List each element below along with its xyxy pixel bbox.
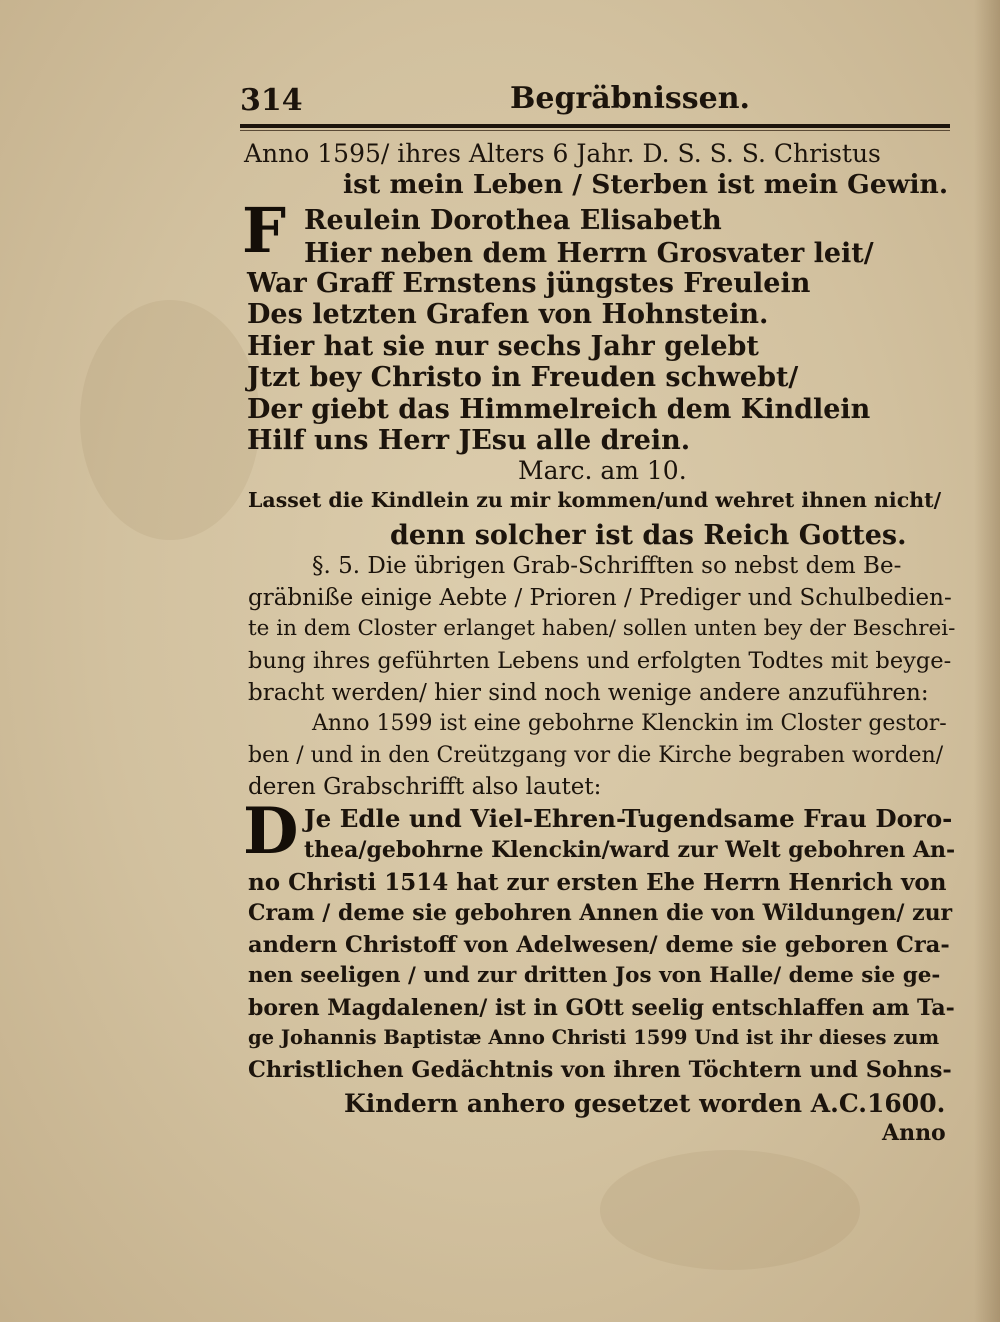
text-line: Jtzt bey Christo in Freuden schwebt/ [247,362,799,393]
paper-stain [600,1150,860,1270]
text-line: bracht werden/ hier sind noch wenige andere anzuführen: [248,680,929,706]
text-line: Lasset die Kindlein zu mir kommen/und wehret ihnen nicht/ [248,488,942,512]
text-line: denn solcher ist das Reich Gottes. [390,520,907,551]
text-line: Anno 1599 ist eine gebohrne Klenckin im Closter gestor- [312,711,947,736]
text-line: Marc. am 10. [518,456,687,485]
page-edge-shadow [974,0,1000,1322]
page-number: 314 [240,83,303,118]
paper-stain [80,300,260,540]
text-line: andern Christoff von Adelwesen/ deme sie geboren Cra- [248,932,950,958]
catchword: Anno [882,1120,946,1146]
text-line: deren Grabschrifft also lautet: [248,774,602,800]
text-line: ge Johannis Baptistæ Anno Christi 1599 Und ist ihr dieses zum [248,1026,940,1049]
text-line: gräbniße einige Aebte / Prioren / Prediger und Schulbedien- [248,585,952,611]
text-line: bung ihres geführten Lebens und erfolgten Todtes mit beyge- [248,648,952,674]
text-line: Hier neben dem Herrn Grosvater leit/ [304,238,874,269]
drop-capital: F [242,194,287,267]
text-line: boren Magdalenen/ ist in GOtt seelig entschlaffen am Ta- [248,995,955,1021]
text-line: Reulein Dorothea Elisabeth [304,205,722,236]
text-line: ben / und in den Creützgang vor die Kirche begraben worden/ [248,743,944,768]
text-line: te in dem Closter erlanget haben/ sollen unten bey der Beschrei- [248,616,956,641]
text-line: Je Edle und Viel-Ehren-Tugendsame Frau Doro- [304,804,953,833]
text-line: thea/gebohrne Klenckin/ward zur Welt gebohren An- [304,837,956,863]
text-line: §. 5. Die übrigen Grab-Schrifften so nebst dem Be- [312,553,902,579]
text-line: Hier hat sie nur sechs Jahr gelebt [247,331,759,362]
text-line: Cram / deme sie gebohren Annen die von Wildungen/ zur [248,900,953,926]
text-line: no Christi 1514 hat zur ersten Ehe Herrn Henrich von [248,869,947,896]
text-line: War Graff Ernstens jüngstes Freulein [247,268,811,299]
text-line: Kindern anhero gesetzet worden A.C.1600. [344,1089,946,1118]
drop-capital: D [243,794,299,869]
header-rule [240,124,950,128]
text-line: Der giebt das Himmelreich dem Kindlein [247,394,871,425]
text-line: Anno 1595/ ihres Alters 6 Jahr. D. S. S. S. Christus [244,139,881,168]
text-line: Des letzten Grafen von Hohnstein. [247,299,769,330]
text-line: Hilf uns Herr JEsu alle drein. [247,425,691,456]
header-rule-thin [240,130,950,131]
text-line: ist mein Leben / Sterben ist mein Gewin. [343,169,949,200]
text-line: Christlichen Gedächtnis von ihren Töchtern und Sohns- [248,1057,952,1083]
running-title: Begräbnissen. [510,81,750,116]
text-line: nen seeligen / und zur dritten Jos von Halle/ deme sie ge- [248,963,941,988]
